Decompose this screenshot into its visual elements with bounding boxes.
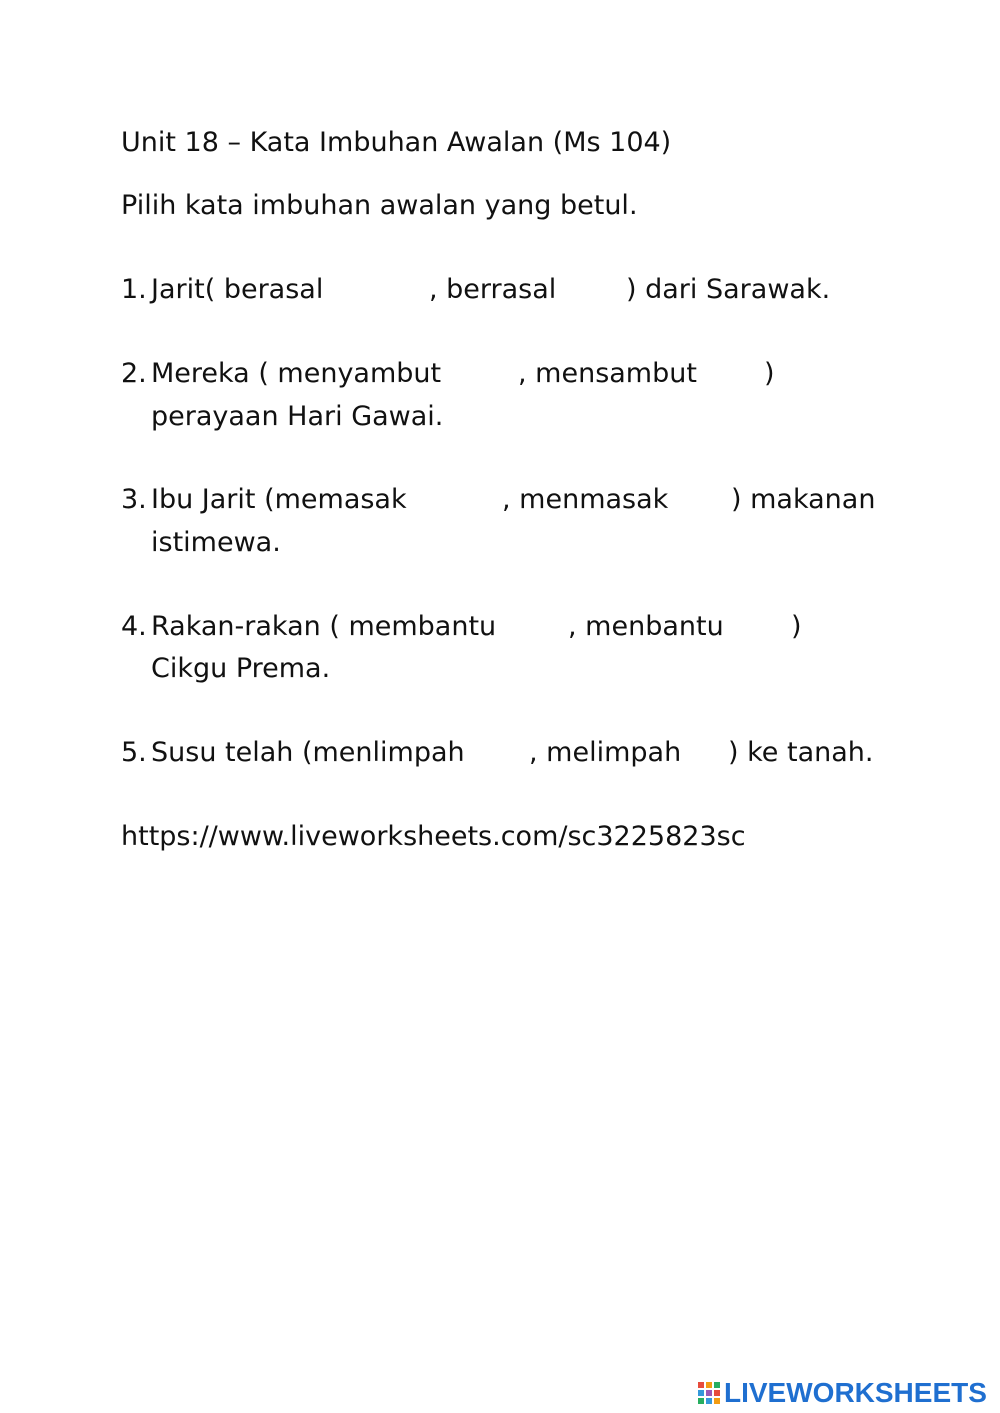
question-3-continuation: istimewa. bbox=[151, 527, 281, 558]
question-number: 3. bbox=[121, 484, 147, 515]
question-text: Mereka ( menyambut bbox=[151, 358, 442, 389]
option-text: , menbantu bbox=[568, 611, 724, 642]
liveworksheets-logo-icon bbox=[697, 1381, 721, 1405]
brand-name: LIVEWORKSHEETS bbox=[724, 1377, 987, 1408]
question-text: Ibu Jarit (memasak bbox=[151, 484, 407, 515]
option-text: , menmasak bbox=[502, 484, 669, 515]
question-4-continuation: Cikgu Prema. bbox=[151, 653, 331, 684]
liveworksheets-brand bbox=[697, 1378, 987, 1408]
option-text: , berrasal bbox=[429, 274, 557, 305]
question-text: Rakan-rakan ( membantu bbox=[151, 611, 497, 642]
option-text: , mensambut bbox=[518, 358, 697, 389]
question-text: ) ke tanah. bbox=[728, 737, 874, 768]
question-text: ) dari Sarawak. bbox=[626, 274, 831, 305]
question-text: ) bbox=[791, 611, 802, 642]
instruction-text: Pilih kata imbuhan awalan yang betul. bbox=[121, 190, 638, 221]
question-text: Susu telah (menlimpah bbox=[151, 737, 465, 768]
question-number: 5. bbox=[121, 737, 147, 768]
question-text: ) makanan bbox=[731, 484, 876, 515]
question-number: 1. bbox=[121, 274, 147, 305]
question-text: Jarit( berasal bbox=[151, 274, 324, 305]
option-text: , melimpah bbox=[529, 737, 682, 768]
question-number: 4. bbox=[121, 611, 147, 642]
question-text: ) bbox=[764, 358, 775, 389]
question-2-continuation: perayaan Hari Gawai. bbox=[151, 401, 444, 432]
source-url: https://www.liveworksheets.com/sc3225823sc bbox=[121, 821, 746, 852]
question-number: 2. bbox=[121, 358, 147, 389]
worksheet-title: Unit 18 – Kata Imbuhan Awalan (Ms 104) bbox=[121, 127, 672, 158]
